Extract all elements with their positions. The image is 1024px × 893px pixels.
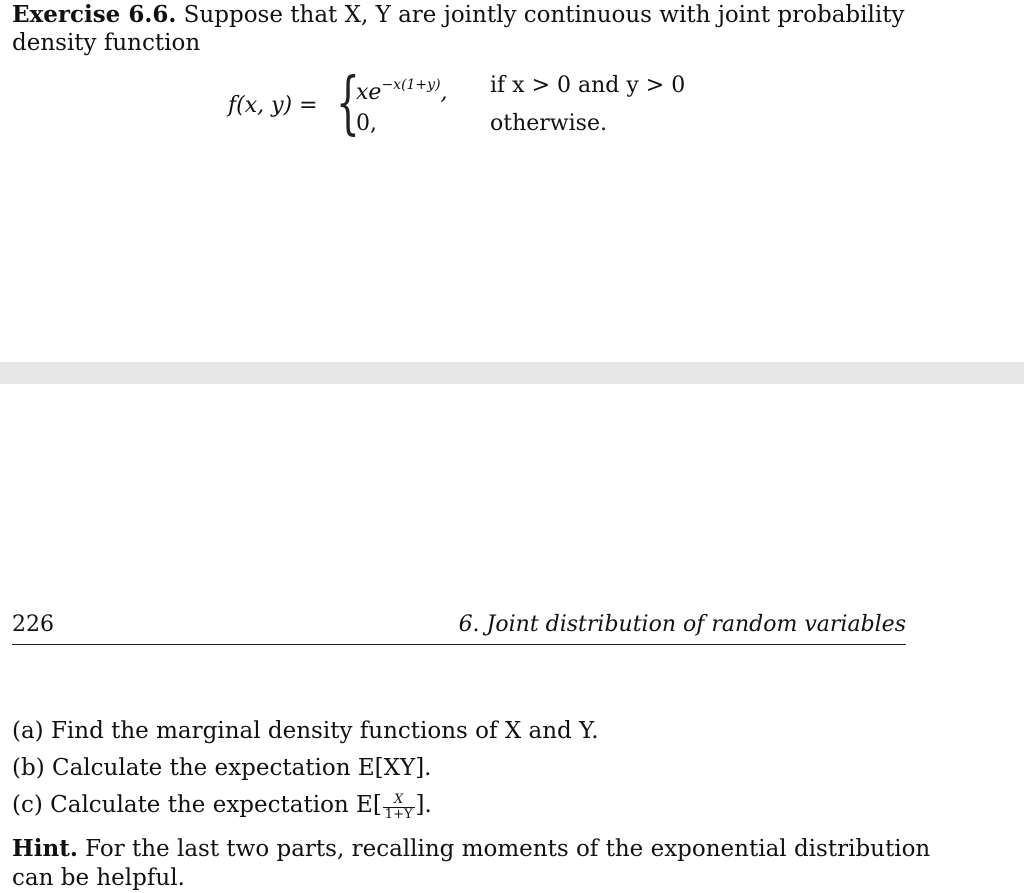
case1-tail: , xyxy=(440,80,448,105)
exercise-text-line1: Suppose that X, Y are jointly continuous with joint probability xyxy=(183,2,905,28)
part-b: (b) Calculate the expectation E[XY]. xyxy=(12,755,432,781)
part-c-prefix: (c) Calculate the expectation E[ xyxy=(12,792,382,818)
hint-label: Hint. xyxy=(12,835,78,862)
exercise-label: Exercise 6.6. xyxy=(12,1,177,28)
case1-exponent: −x(1+y) xyxy=(381,77,441,93)
chapter-running-title: 6. Joint distribution of random variables xyxy=(458,612,906,637)
part-c-fraction xyxy=(383,793,415,822)
hint-text-line1: For the last two parts, recalling moments of the exponential distribution xyxy=(85,836,931,862)
formula-case2-condition: otherwise. xyxy=(490,111,607,136)
case1-base: xe xyxy=(356,80,382,105)
exercise-text-line2: density function xyxy=(12,30,201,56)
formula-case1-expression xyxy=(356,71,448,107)
formula-case2-expression: 0, xyxy=(356,111,377,136)
page-number: 226 xyxy=(12,612,54,637)
exercise-heading-line xyxy=(12,0,904,30)
hint-line1 xyxy=(12,834,930,864)
fraction-numerator: X xyxy=(383,793,415,808)
hint-text-line2: can be helpful. xyxy=(12,865,185,891)
formula-case1-condition: if x > 0 and y > 0 xyxy=(490,73,686,98)
fraction-denominator: 1+Y xyxy=(384,807,413,822)
piecewise-brace: { xyxy=(336,64,360,143)
part-a: (a) Find the marginal density functions of X and Y. xyxy=(12,718,599,744)
formula-lhs: f(x, y) = xyxy=(228,93,318,118)
header-rule xyxy=(12,644,906,645)
page-separator-band xyxy=(0,362,1024,384)
part-c xyxy=(12,790,432,822)
part-c-suffix: ]. xyxy=(415,792,432,818)
